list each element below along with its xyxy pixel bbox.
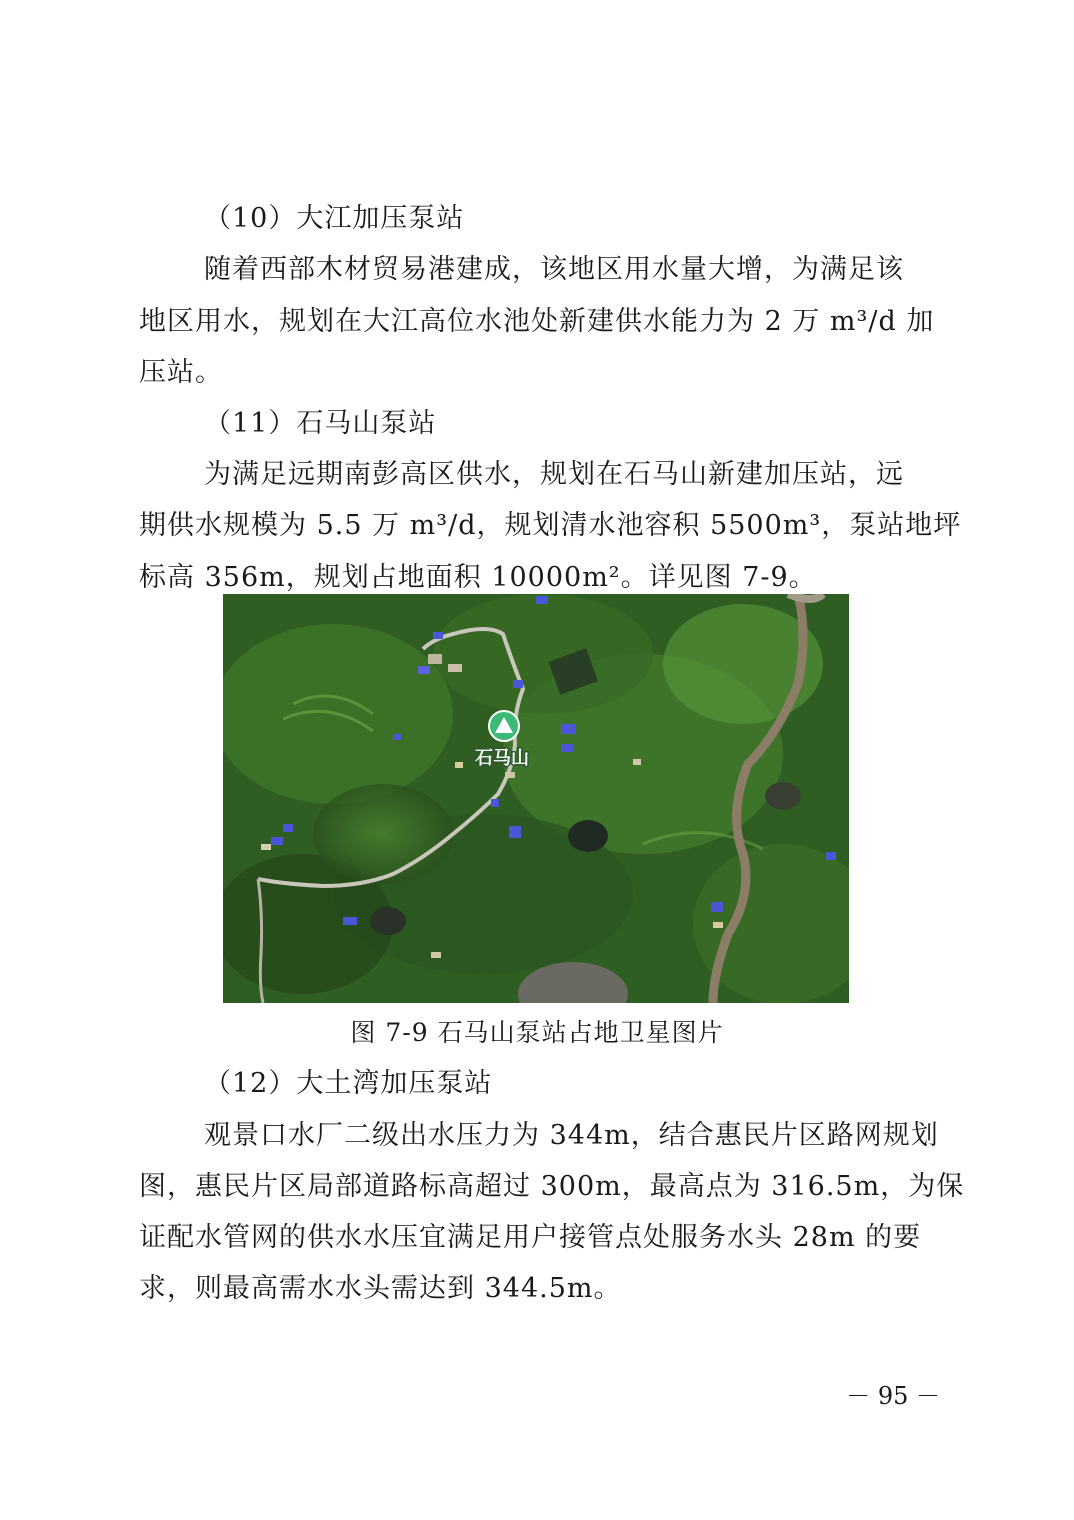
paragraph-line: 地区用水，规划在大江高位水池处新建供水能力为 2 万 m³/d 加 (139, 306, 935, 337)
section-11-heading: （11）石马山泵站 (204, 408, 437, 439)
paragraph-line: 压站。 (139, 357, 223, 388)
paragraph-line: 随着西部木材贸易港建成，该地区用水量大增，为满足该 (204, 254, 904, 285)
paragraph-line: 标高 356m，规划占地面积 10000m²。详见图 7-9。 (139, 562, 817, 593)
paragraph-line: 图，惠民片区局部道路标高超过 300m，最高点为 316.5m，为保 (139, 1171, 965, 1202)
paragraph-line: 求，则最高需水水头需达到 344.5m。 (139, 1273, 622, 1304)
satellite-image (223, 594, 849, 1003)
satellite-map (223, 594, 849, 1003)
page-number: － 95 － (846, 1382, 940, 1410)
mountain-peak-marker (489, 711, 519, 741)
section-10-heading: （10）大江加压泵站 (204, 203, 465, 234)
paragraph-line: 证配水管网的供水水压宜满足用户接管点处服务水头 28m 的要 (139, 1222, 922, 1253)
paragraph-line: 期供水规模为 5.5 万 m³/d，规划清水池容积 5500m³，泵站地坪 (139, 510, 962, 541)
map-label: 石马山 (475, 748, 529, 768)
paragraph-line: 为满足远期南彭高区供水，规划在石马山新建加压站，远 (204, 459, 904, 490)
figure-caption: 图 7-9 石马山泵站占地卫星图片 (350, 1018, 724, 1047)
section-12-heading: （12）大土湾加压泵站 (204, 1068, 493, 1099)
paragraph-line: 观景口水厂二级出水压力为 344m，结合惠民片区路网规划 (204, 1120, 939, 1151)
